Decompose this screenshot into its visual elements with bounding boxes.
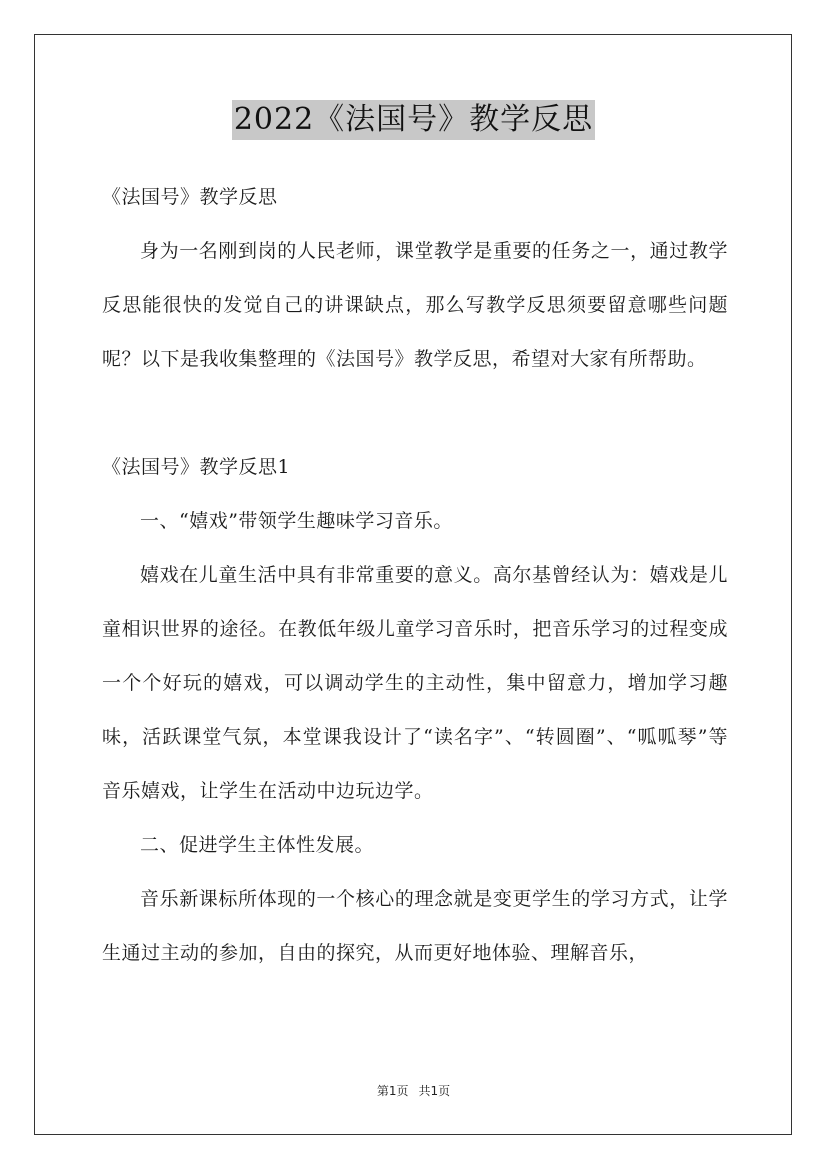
page-number-total: 共1页 — [418, 1084, 451, 1098]
body-paragraph: 嬉戏在儿童生活中具有非常重要的意义。高尔基曾经认为：嬉戏是儿童相识世界的途径。在教低年级儿童学习音乐时，把音乐学习的过程变成一个个好玩的嬉戏，可以调动学生的主动性，集中留意力，增加学习趣味，活跃课堂气氛，本堂课我设计了“读名字”、“转圆圈”、“呱呱琴”等音乐嬉戏，让学生在活动中边玩边学。 — [102, 564, 728, 802]
page-number-current: 第1页 — [376, 1084, 409, 1098]
document-body — [102, 170, 728, 980]
page-footer — [0, 1082, 827, 1099]
section-heading: 《法国号》教学反思 — [102, 186, 278, 208]
body-paragraph: 音乐新课标所体现的一个核心的理念就是变更学生的学习方式，让学生通过主动的参加，自由的探究，从而更好地体验、理解音乐， — [102, 888, 728, 964]
subheading: 一、“嬉戏”带领学生趣味学习音乐。 — [140, 510, 453, 532]
section-heading: 《法国号》教学反思1 — [102, 456, 291, 478]
intro-paragraph: 身为一名刚到岗的人民老师，课堂教学是重要的任务之一，通过教学反思能很快的发觉自己的讲课缺点，那么写教学反思须要留意哪些问题呢？以下是我收集整理的《法国号》教学反思，希望对大家有所帮助。 — [102, 240, 728, 370]
title-container — [0, 100, 827, 140]
document-title: 2022《法国号》教学反思 — [232, 100, 595, 140]
subheading: 二、促进学生主体性发展。 — [140, 834, 375, 856]
